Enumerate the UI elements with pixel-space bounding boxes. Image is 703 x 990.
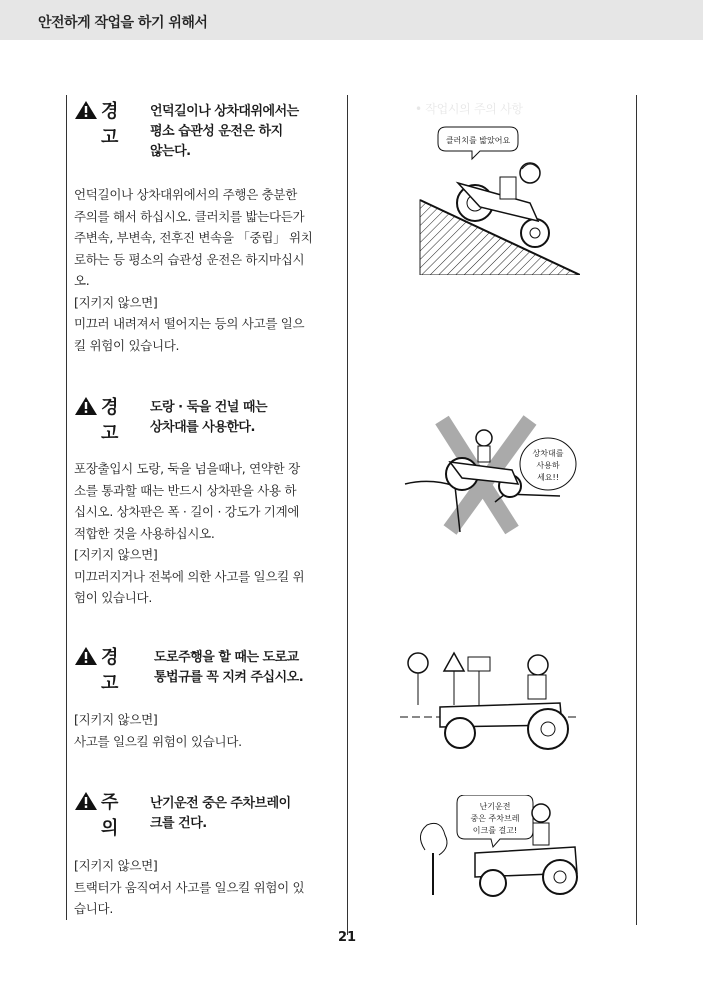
tractor-slope-illustration: [410, 125, 580, 275]
consequence-line: 트랙터가 움직여서 사고를 일으킬 위험이 있: [74, 879, 305, 895]
brake-bubble-text: 이크를 걸고!: [472, 826, 518, 835]
bleed-through-text: • 작업시의 주의 사항: [415, 102, 523, 116]
warning-body: [74, 458, 329, 609]
warning-title-line: 도랑 · 둑을 건널 때는: [150, 400, 268, 415]
left-border-line: [66, 95, 67, 920]
consequence-line: 미끄러 내려져서 떨어지는 등의 사고를 일으: [74, 316, 305, 331]
warning-block-2: [74, 396, 118, 444]
warning-title-line: 평소 습관성 운전은 하지: [150, 124, 283, 139]
warning-level-label: 주의: [101, 792, 118, 839]
warning-title-line: 언덕길이나 상차대위에서는: [150, 104, 299, 119]
warning-level-label: 경고: [101, 647, 118, 694]
body-line: 언덕길이나 상차대위에서의 주행은 충분한: [74, 187, 297, 202]
body-line: 소를 통과할 때는 반드시 상차판을 사용 하: [74, 482, 297, 498]
warning-triangle-icon: [74, 100, 98, 120]
column-divider: [347, 95, 348, 935]
warning-title: [150, 794, 340, 834]
warning-level-label: 경고: [101, 397, 118, 444]
consequence-line: 험이 있습니다.: [74, 590, 152, 605]
warning-title-line: 난기운전 중은 주차브레이: [150, 796, 291, 811]
consequence-line: 습니다.: [74, 901, 113, 916]
road-driving-illustration: [400, 645, 580, 755]
warning-block-4: [74, 791, 118, 839]
consequence-heading: [지키지 않으면]: [74, 712, 158, 727]
warning-title-line: 도로주행을 할 때는 도로교: [154, 650, 299, 665]
warning-body: [74, 709, 329, 752]
warning-body: [74, 855, 329, 920]
consequence-line: 사고를 일으킬 위험이 있습니다.: [74, 733, 242, 749]
consequence-heading: [지키지 않으면]: [74, 294, 158, 310]
brake-bubble-text: 중은 주차브레: [470, 814, 520, 823]
warning-title: [154, 648, 354, 688]
body-line: 적합한 것을 사용하십시오.: [74, 525, 215, 541]
warning-triangle-icon: [74, 791, 98, 811]
warning-body: [74, 184, 329, 356]
consequence-line: 미끄러지거나 전복에 의한 사고를 일으킬 위: [74, 568, 305, 584]
ramp-bubble-text: 상차대를: [532, 449, 564, 458]
warning-title: [150, 102, 340, 162]
warning-triangle-icon: [74, 396, 98, 416]
page-header-title: 안전하게 작업을 하기 위해서: [38, 15, 208, 31]
brake-bubble-text: 난기운전: [479, 802, 511, 811]
ditch-crossing-illustration: [400, 412, 585, 537]
warning-title-line: 상차대를 사용한다.: [150, 420, 255, 435]
ramp-bubble-text: 사용하: [536, 461, 560, 470]
consequence-heading: [지키지 않으면]: [74, 858, 158, 873]
body-line: 포장출입시 도랑, 둑을 넘을때나, 연약한 장: [74, 461, 300, 476]
consequence-heading: [지키지 않으면]: [74, 547, 158, 562]
body-line: 오.: [74, 273, 90, 288]
warning-title-line: 않는다.: [150, 144, 191, 159]
body-line: 십시오. 상차판은 폭 · 길이 · 강도가 기계에: [74, 504, 300, 519]
warning-title: [150, 398, 340, 438]
warning-title-line: 크를 건다.: [150, 816, 207, 831]
right-border-line: [636, 95, 637, 925]
clutch-bubble-text: 클러치를 밟았어요: [445, 136, 511, 145]
warning-level-label: 경고: [101, 101, 118, 148]
ramp-bubble-text: 세요!!: [537, 473, 559, 482]
body-line: 로하는 등 평소의 습관성 운전은 하지마십시: [74, 251, 305, 267]
warning-triangle-icon: [74, 646, 98, 666]
page-number: 21: [338, 930, 357, 945]
consequence-line: 킬 위험이 있습니다.: [74, 337, 180, 353]
warning-block-1: [74, 100, 118, 148]
body-line: 주변속, 부변속, 전후진 변속을 「중립」 위치: [74, 230, 313, 245]
warning-title-line: 통법규를 꼭 지켜 주십시오.: [154, 670, 304, 685]
body-line: 주의를 해서 하십시오. 클러치를 밟는다든가: [74, 208, 305, 224]
warning-block-3: [74, 646, 118, 694]
parking-brake-illustration: [405, 795, 585, 900]
